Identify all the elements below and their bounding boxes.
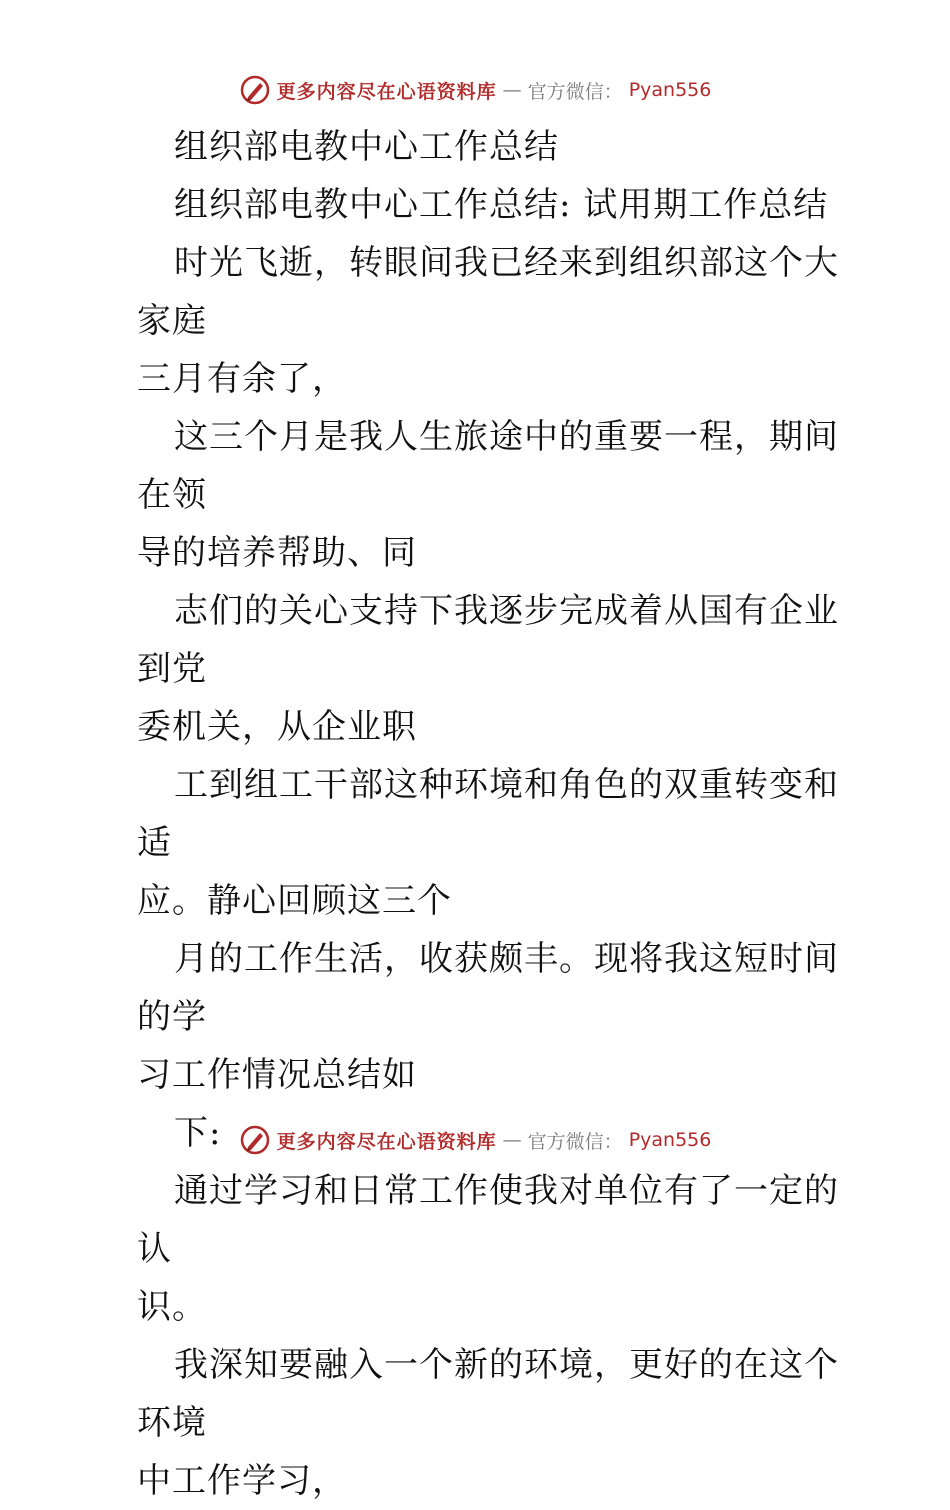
- doc-line: 志们的关心支持下我逐步完成着从国有企业到党: [137, 591, 839, 689]
- doc-line: 时光飞逝，转眼间我已经来到组织部这个大家庭: [137, 243, 839, 341]
- watermark-tail-text: 官方微信：: [527, 80, 623, 103]
- watermark-id: Pyan556: [628, 1129, 712, 1151]
- watermark-main-text: 更多内容尽在心语资料库: [276, 80, 497, 103]
- doc-line: 识。: [137, 1287, 207, 1327]
- doc-line: 委机关，从企业职: [137, 707, 417, 747]
- doc-line: 习工作情况总结如: [137, 1055, 417, 1095]
- doc-line: 工到组工干部这种环境和角色的双重转变和适: [137, 765, 839, 863]
- watermark-tail-text: 官方微信：: [527, 1130, 623, 1153]
- watermark-id: Pyan556: [628, 79, 712, 101]
- doc-line: 中工作学习，: [137, 1461, 347, 1501]
- doc-line: 我深知要融入一个新的环境，更好的在这个环境: [137, 1345, 839, 1443]
- footer-watermark: [0, 1120, 950, 1160]
- document-body: [100, 118, 860, 1510]
- doc-line: 这三个月是我人生旅途中的重要一程，期间在领: [137, 417, 839, 515]
- doc-line: 三月有余了，: [137, 359, 347, 399]
- doc-line: 应。静心回顾这三个: [137, 881, 452, 921]
- doc-line: 月的工作生活，收获颇丰。现将我这短时间的学: [137, 939, 839, 1037]
- pen-circle-logo-icon: [239, 74, 271, 106]
- doc-line: 导的培养帮助、同: [137, 533, 417, 573]
- doc-line: 组织部电教中心工作总结: [174, 127, 559, 167]
- watermark-dash: —: [502, 79, 522, 101]
- doc-line: 组织部电教中心工作总结: 试用期工作总结: [174, 185, 829, 225]
- watermark-dash: —: [502, 1129, 522, 1151]
- doc-line: 通过学习和日常工作使我对单位有了一定的认: [137, 1171, 839, 1269]
- header-watermark: [0, 70, 950, 110]
- watermark-main-text: 更多内容尽在心语资料库: [276, 1130, 497, 1153]
- doc-line: 下:: [174, 1113, 222, 1153]
- pen-circle-logo-icon: [239, 1124, 271, 1156]
